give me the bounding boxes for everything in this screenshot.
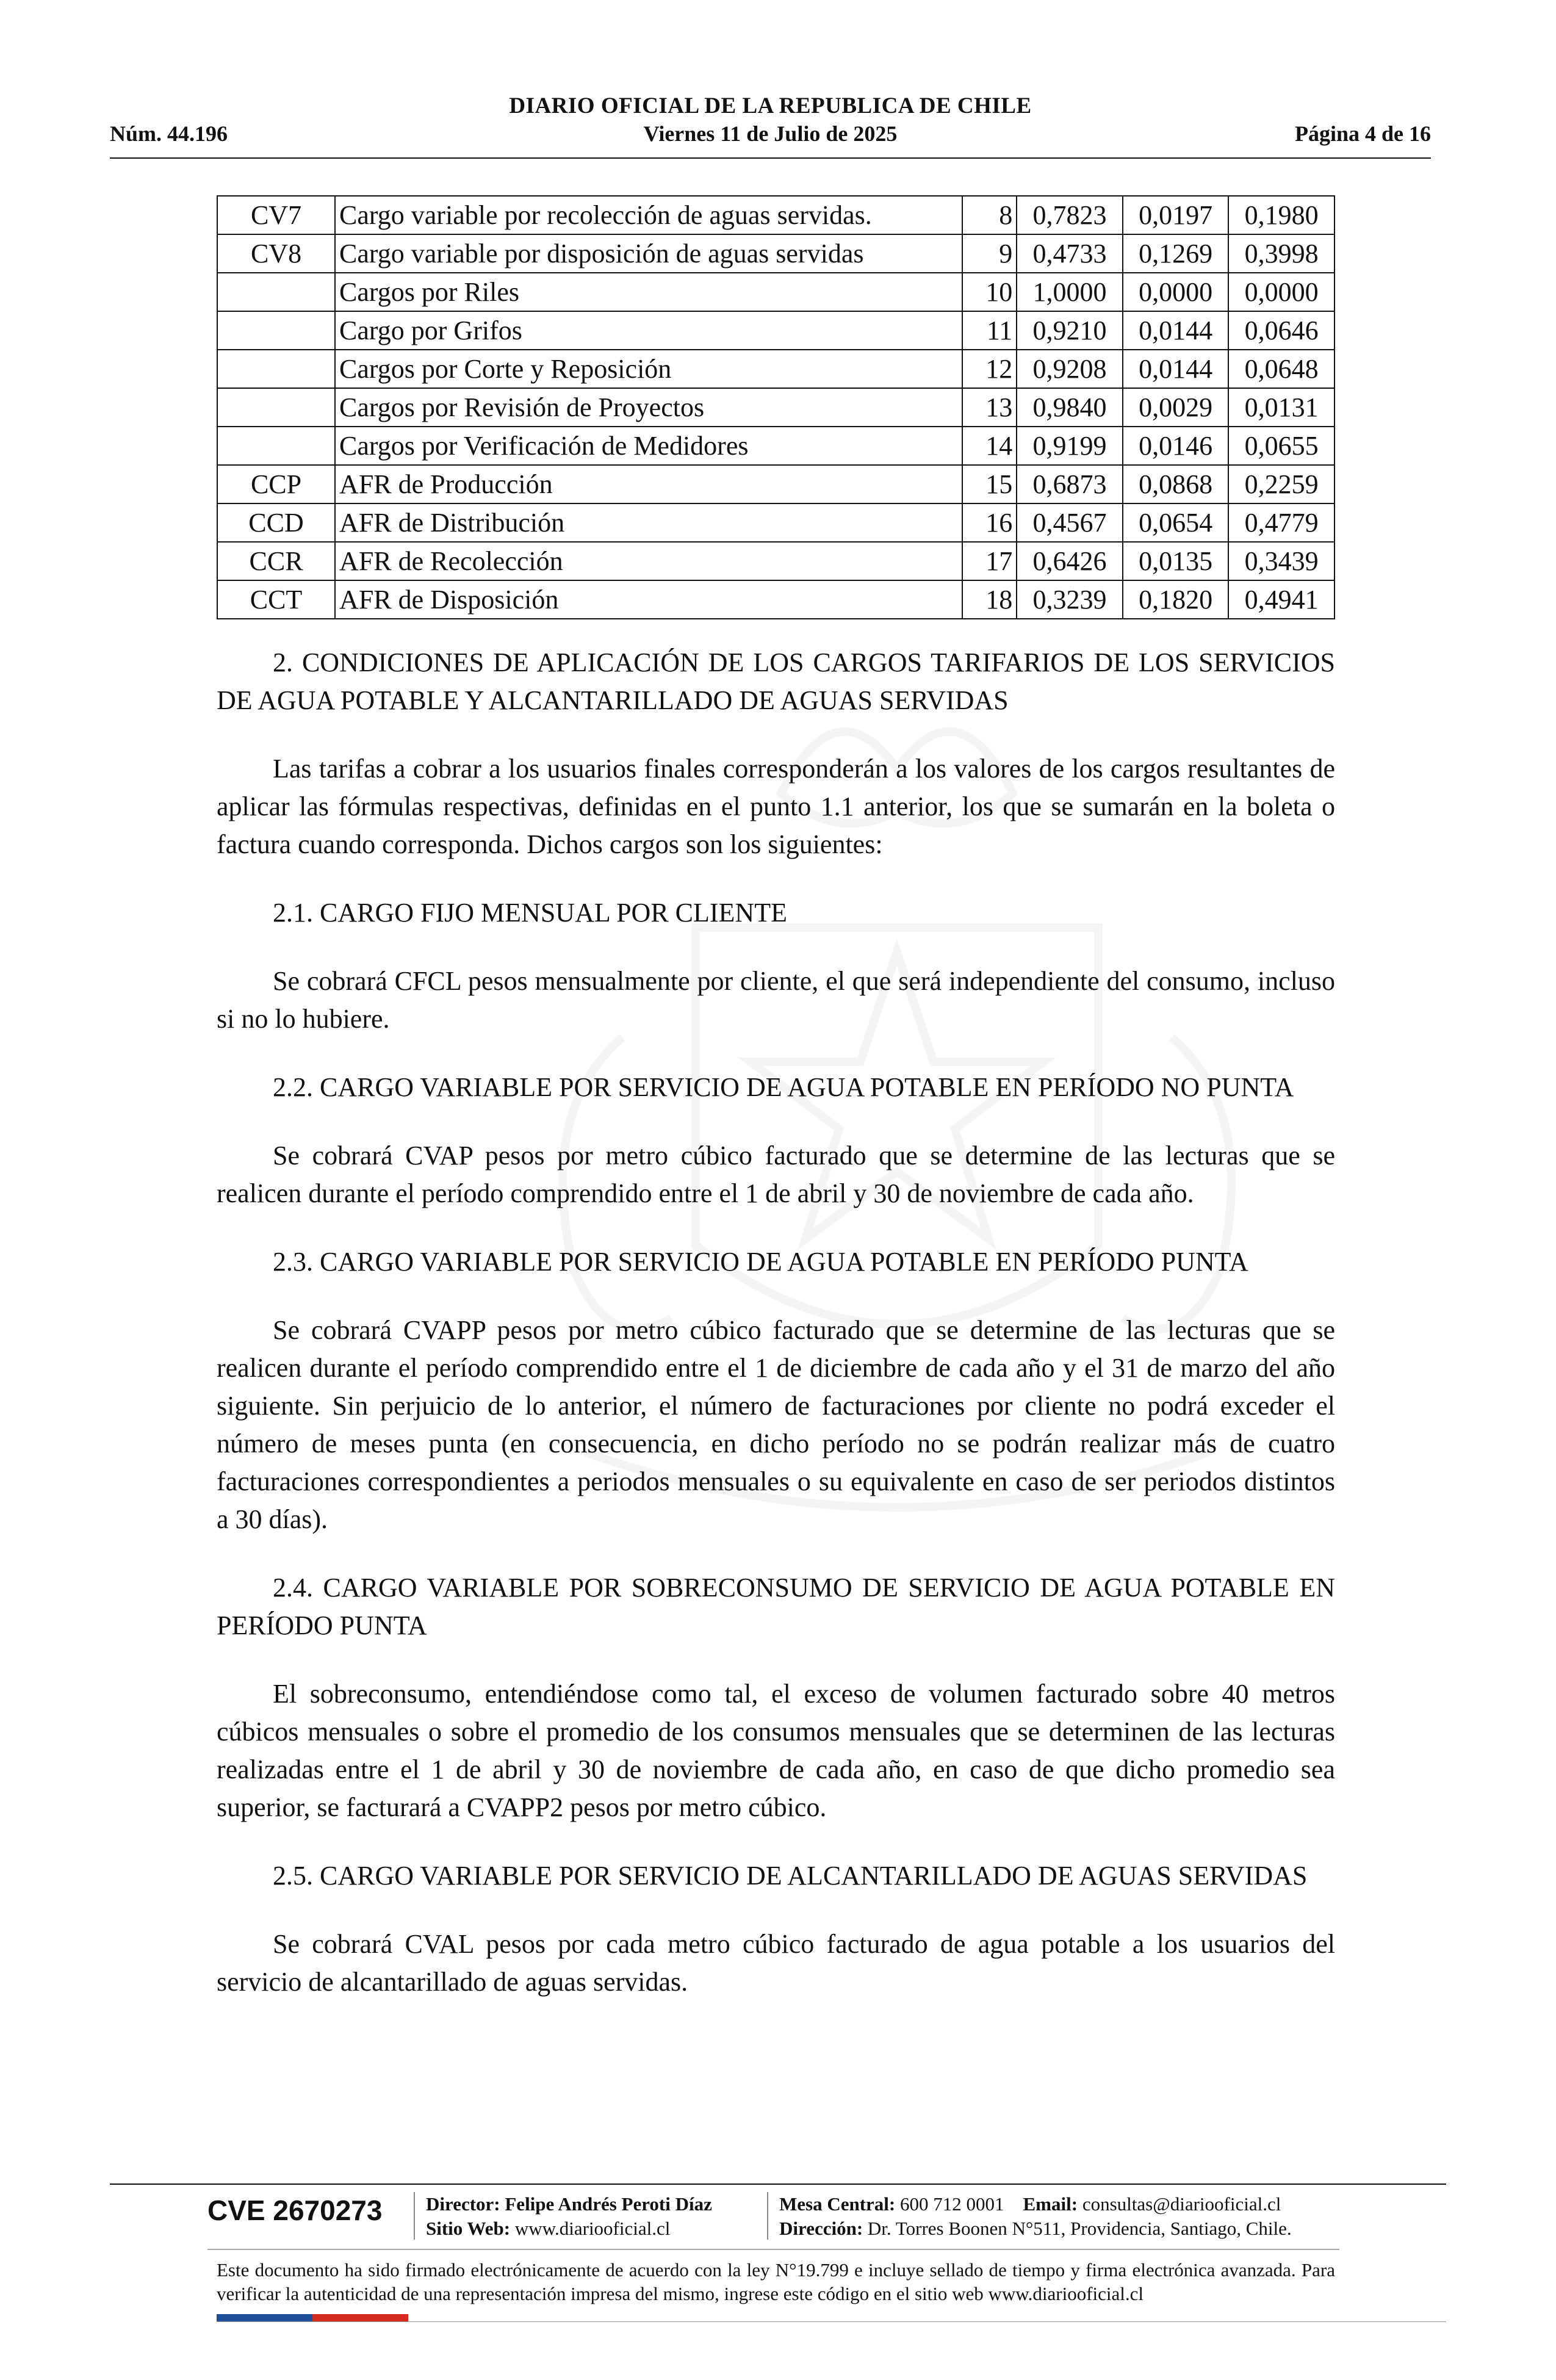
issue-date: Viernes 11 de Julio de 2025 [643, 121, 898, 146]
footer-separator [414, 2192, 415, 2240]
table-row [217, 273, 1334, 311]
value-cell: 0,1980 [1228, 196, 1334, 234]
value-cell: 1,0000 [1017, 273, 1123, 311]
document-body [217, 644, 1335, 2032]
value-cell: 0,0144 [1123, 350, 1229, 388]
value-cell: 0,6873 [1017, 465, 1123, 503]
table-row [217, 388, 1334, 427]
charge-description-cell: Cargo por Grifos [335, 311, 962, 350]
section-2-1-text: Se cobrará CFCL pesos mensualmente por cliente, el que será independiente del consumo, incluso si no lo hubiere. [217, 966, 1335, 1034]
section-2-3-heading: 2.3. CARGO VARIABLE POR SERVICIO DE AGUA POTABLE EN PERÍODO PUNTA [273, 1247, 1248, 1277]
charge-code-cell [217, 388, 335, 427]
charge-code-cell: CCD [217, 503, 335, 542]
section-2-intro: Las tarifas a cobrar a los usuarios finales corresponderán a los valores de los cargos resultantes de aplicar las fórmulas respectivas, definidas en el punto 1.1 anterior, los que se sumarán en la boleta o factura cuando corresponda. Dichos cargos son los siguientes: [217, 754, 1335, 859]
value-cell: 0,0000 [1123, 273, 1229, 311]
director-label: Director: [426, 2193, 500, 2215]
row-index-cell: 8 [962, 196, 1017, 234]
address-label: Dirección: [779, 2218, 863, 2239]
value-cell: 0,0029 [1123, 388, 1229, 427]
footer-contact-block [779, 2192, 1292, 2241]
charge-description-cell: AFR de Producción [335, 465, 962, 503]
value-cell: 0,0000 [1228, 273, 1334, 311]
section-2-5-text: Se cobrará CVAL pesos por cada metro cúbico facturado de agua potable a los usuarios del servicio de alcantarillado de aguas servidas. [217, 1929, 1335, 1997]
charge-description-cell: Cargos por Verificación de Medidores [335, 427, 962, 465]
charge-code-cell: CV8 [217, 234, 335, 273]
footer-director-block [426, 2192, 712, 2241]
value-cell: 0,4733 [1017, 234, 1123, 273]
mesa-central-phone: 600 712 0001 [900, 2193, 1004, 2215]
section-2-2-heading: 2.2. CARGO VARIABLE POR SERVICIO DE AGUA POTABLE EN PERÍODO NO PUNTA [273, 1072, 1294, 1102]
value-cell: 0,0146 [1123, 427, 1229, 465]
row-index-cell: 17 [962, 542, 1017, 580]
section-2-4-text: El sobreconsumo, entendiéndose como tal, el exceso de volumen facturado sobre 40 metros cúbicos mensuales o sobre el promedio de los consumos mensuales que se determinen de las lecturas realizadas entre el 1 de abril y 30 de noviembre de cada año, en caso de que dicho promedio sea superior, se facturará a CVAPP2 pesos por metro cúbico. [217, 1679, 1335, 1822]
value-cell: 0,9840 [1017, 388, 1123, 427]
footer-divider [207, 2249, 1339, 2250]
table-row [217, 234, 1334, 273]
value-cell: 0,3239 [1017, 580, 1123, 619]
value-cell: 0,4941 [1228, 580, 1334, 619]
value-cell: 0,6426 [1017, 542, 1123, 580]
section-2-3-text: Se cobrará CVAPP pesos por metro cúbico facturado que se determine de las lecturas que se realicen durante el período comprendido entre el 1 de diciembre de cada año y el 31 de marzo del año siguiente. Sin perjuicio de lo anterior, el número de facturaciones por cliente no podrá exceder el número de meses punta (en consecuencia, en dicho período no se podrán realizar más de cuatro facturaciones correspondientes a periodos mensuales o su equivalente en caso de ser periodos distintos a 30 días). [217, 1315, 1335, 1534]
value-cell: 0,1269 [1123, 234, 1229, 273]
mesa-central-label: Mesa Central: [779, 2193, 896, 2215]
charge-description-cell: Cargo variable por recolección de aguas servidas. [335, 196, 962, 234]
email-link[interactable]: consultas@diariooficial.cl [1082, 2193, 1281, 2215]
charge-description-cell: Cargos por Revisión de Proyectos [335, 388, 962, 427]
table-row [217, 542, 1334, 580]
charge-description-cell: AFR de Recolección [335, 542, 962, 580]
value-cell: 0,0868 [1123, 465, 1229, 503]
value-cell: 0,0197 [1123, 196, 1229, 234]
footer-separator [767, 2192, 768, 2240]
value-cell: 0,0131 [1228, 388, 1334, 427]
table-row [217, 503, 1334, 542]
section-2-heading: 2. CONDICIONES DE APLICACIÓN DE LOS CARGOS TARIFARIOS DE LOS SERVICIOS DE AGUA POTABLE Y ALCANTARILLADO DE AGUAS SERVIDAS [217, 647, 1335, 715]
value-cell: 0,0654 [1123, 503, 1229, 542]
charge-code-cell: CV7 [217, 196, 335, 234]
charge-description-cell: Cargos por Riles [335, 273, 962, 311]
charge-code-cell [217, 273, 335, 311]
footer-bottom-line [217, 2321, 1446, 2322]
page-number: Página 4 de 16 [1294, 121, 1431, 146]
charge-code-cell [217, 311, 335, 350]
table-row [217, 580, 1334, 619]
charge-code-cell [217, 350, 335, 388]
value-cell: 0,3439 [1228, 542, 1334, 580]
value-cell: 0,3998 [1228, 234, 1334, 273]
legal-notice: Este documento ha sido firmado electrónicamente de acuerdo con la ley N°19.799 e incluye sellado de tiempo y firma electrónica avanzada. Para verificar la autenticidad de una representación impresa del mismo, ingrese este código en el sitio web www.diariooficial.cl [217, 2259, 1335, 2304]
value-cell: 0,9208 [1017, 350, 1123, 388]
section-2-4-heading: 2.4. CARGO VARIABLE POR SOBRECONSUMO DE SERVICIO DE AGUA POTABLE EN PERÍODO PUNTA [217, 1573, 1335, 1640]
charge-description-cell: AFR de Disposición [335, 580, 962, 619]
row-index-cell: 11 [962, 311, 1017, 350]
row-index-cell: 13 [962, 388, 1017, 427]
row-index-cell: 15 [962, 465, 1017, 503]
flag-blue-stripe [217, 2314, 312, 2321]
director-name: Felipe Andrés Peroti Díaz [505, 2193, 712, 2215]
charge-description-cell: AFR de Distribución [335, 503, 962, 542]
cve-code: CVE 2670273 [207, 2194, 383, 2226]
value-cell: 0,0144 [1123, 311, 1229, 350]
row-index-cell: 12 [962, 350, 1017, 388]
row-index-cell: 14 [962, 427, 1017, 465]
row-index-cell: 16 [962, 503, 1017, 542]
website-link[interactable]: www.diariooficial.cl [514, 2218, 671, 2239]
row-index-cell: 9 [962, 234, 1017, 273]
table-row [217, 427, 1334, 465]
flag-stripe [217, 2314, 408, 2321]
value-cell: 0,7823 [1017, 196, 1123, 234]
value-cell: 0,1820 [1123, 580, 1229, 619]
section-2-1-heading: 2.1. CARGO FIJO MENSUAL POR CLIENTE [273, 898, 787, 928]
table-row [217, 196, 1334, 234]
value-cell: 0,0648 [1228, 350, 1334, 388]
charge-code-cell [217, 427, 335, 465]
tariff-table [217, 195, 1335, 619]
charge-code-cell: CCR [217, 542, 335, 580]
table-row [217, 350, 1334, 388]
value-cell: 0,0655 [1228, 427, 1334, 465]
page-header [110, 93, 1431, 154]
value-cell: 0,9210 [1017, 311, 1123, 350]
table-row [217, 311, 1334, 350]
newspaper-title: DIARIO OFICIAL DE LA REPUBLICA DE CHILE [509, 93, 1032, 118]
flag-red-stripe [312, 2314, 408, 2321]
footer-divider [110, 2183, 1446, 2185]
table-row [217, 465, 1334, 503]
value-cell: 0,2259 [1228, 465, 1334, 503]
charge-description-cell: Cargo variable por disposición de aguas servidas [335, 234, 962, 273]
value-cell: 0,4567 [1017, 503, 1123, 542]
section-2-5-heading: 2.5. CARGO VARIABLE POR SERVICIO DE ALCANTARILLADO DE AGUAS SERVIDAS [273, 1861, 1308, 1891]
address-value: Dr. Torres Boonen N°511, Providencia, Santiago, Chile. [867, 2218, 1292, 2239]
email-label: Email: [1023, 2193, 1078, 2215]
value-cell: 0,0646 [1228, 311, 1334, 350]
issue-number: Núm. 44.196 [110, 121, 228, 146]
row-index-cell: 18 [962, 580, 1017, 619]
charge-code-cell: CCT [217, 580, 335, 619]
section-2-2-text: Se cobrará CVAP pesos por metro cúbico facturado que se determine de las lecturas que se realicen durante el período comprendido entre el 1 de abril y 30 de noviembre de cada año. [217, 1141, 1335, 1208]
header-divider [110, 157, 1431, 159]
charge-code-cell: CCP [217, 465, 335, 503]
value-cell: 0,4779 [1228, 503, 1334, 542]
website-label: Sitio Web: [426, 2218, 511, 2239]
row-index-cell: 10 [962, 273, 1017, 311]
value-cell: 0,9199 [1017, 427, 1123, 465]
charge-description-cell: Cargos por Corte y Reposición [335, 350, 962, 388]
tariff-table-body [217, 196, 1334, 619]
value-cell: 0,0135 [1123, 542, 1229, 580]
